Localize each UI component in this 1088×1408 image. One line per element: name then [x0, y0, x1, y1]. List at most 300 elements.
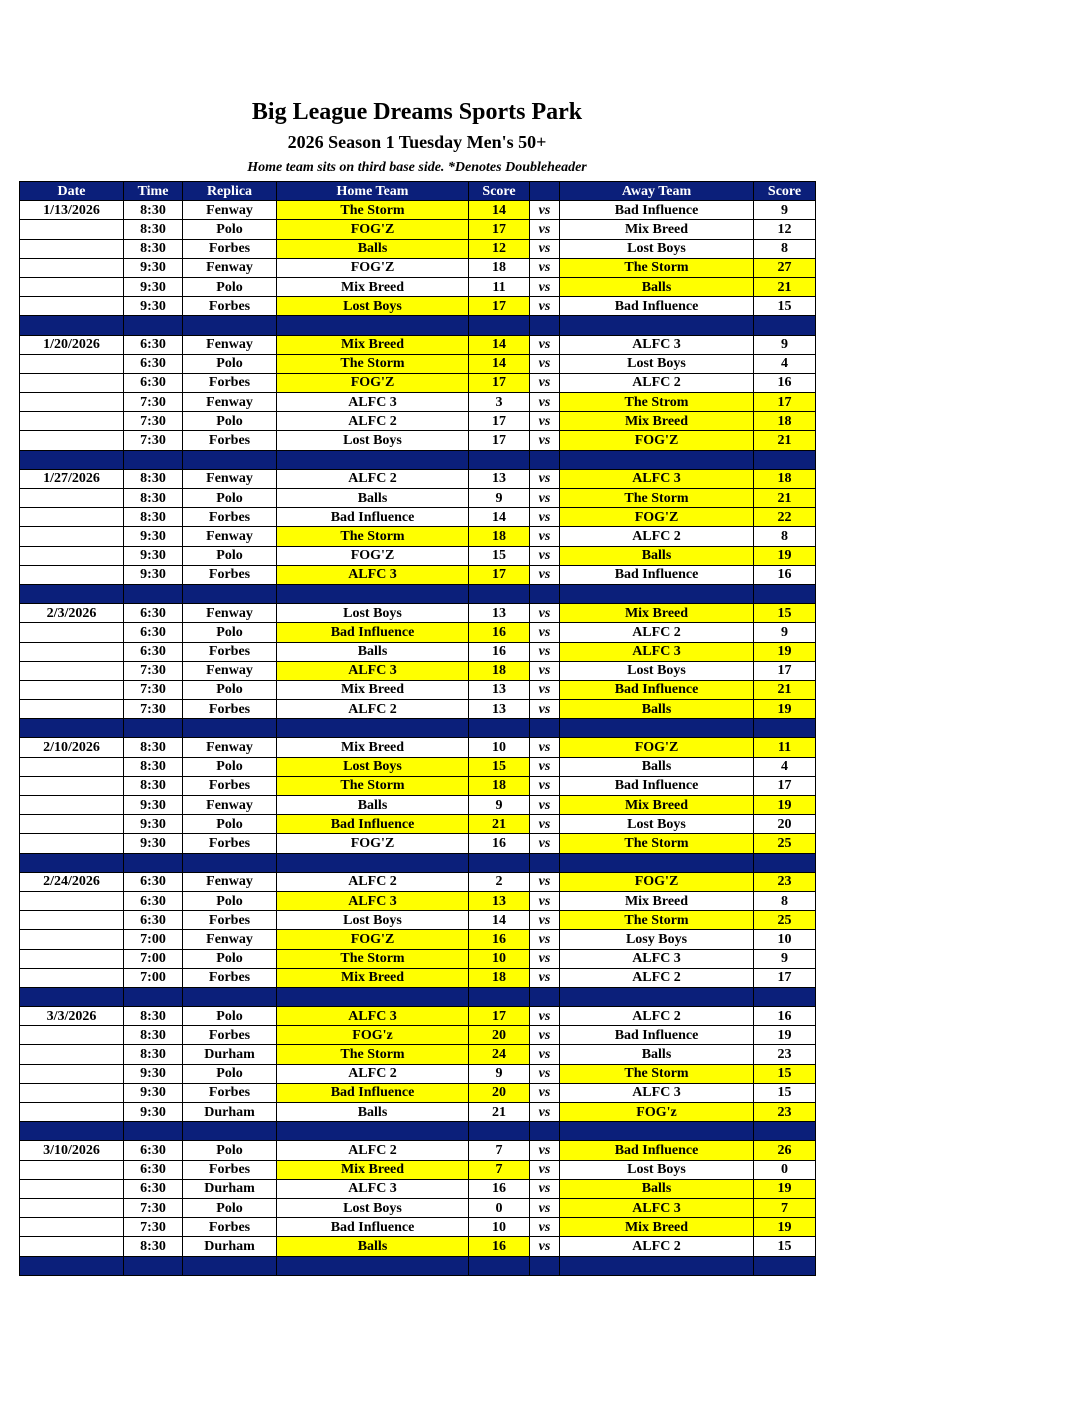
away-team: FOG'z	[560, 1103, 754, 1122]
game-field: Fenway	[183, 796, 277, 815]
away-score: 21	[754, 431, 816, 450]
game-time: 6:30	[124, 354, 183, 373]
away-score: 9	[754, 201, 816, 220]
home-team: FOG'Z	[277, 258, 469, 277]
home-team: ALFC 3	[277, 565, 469, 584]
home-team: Lost Boys	[277, 757, 469, 776]
away-score: 25	[754, 911, 816, 930]
away-team: Balls	[560, 757, 754, 776]
game-field: Polo	[183, 489, 277, 508]
game-time: 6:30	[124, 891, 183, 910]
away-score: 19	[754, 1026, 816, 1045]
vs-label: vs	[530, 431, 560, 450]
away-score: 19	[754, 642, 816, 661]
away-score: 4	[754, 354, 816, 373]
separator-cell	[124, 719, 183, 738]
home-score: 18	[469, 661, 530, 680]
separator-cell	[754, 1122, 816, 1141]
col-header-away-team: Away Team	[560, 182, 754, 201]
home-team: ALFC 3	[277, 1007, 469, 1026]
table-row	[20, 393, 816, 412]
game-field: Polo	[183, 891, 277, 910]
vs-label: vs	[530, 1179, 560, 1198]
game-time: 6:30	[124, 872, 183, 891]
table-row	[20, 1237, 816, 1256]
separator-cell	[277, 1256, 469, 1275]
col-header-home-score: Score	[469, 182, 530, 201]
vs-label: vs	[530, 354, 560, 373]
home-team: ALFC 2	[277, 469, 469, 488]
away-score: 15	[754, 1083, 816, 1102]
away-team: Mix Breed	[560, 220, 754, 239]
home-team: Mix Breed	[277, 680, 469, 699]
game-date	[20, 393, 124, 412]
vs-label: vs	[530, 872, 560, 891]
game-date	[20, 1198, 124, 1217]
game-time: 6:30	[124, 623, 183, 642]
home-score: 0	[469, 1198, 530, 1217]
game-date: 2/3/2026	[20, 604, 124, 623]
week-separator-row	[20, 1122, 816, 1141]
game-date	[20, 930, 124, 949]
away-score: 19	[754, 796, 816, 815]
away-team: The Storm	[560, 1064, 754, 1083]
home-team: FOG'Z	[277, 373, 469, 392]
table-row	[20, 1045, 816, 1064]
table-row	[20, 469, 816, 488]
table-row	[20, 201, 816, 220]
table-row	[20, 412, 816, 431]
away-team: ALFC 2	[560, 1007, 754, 1026]
away-team: Lost Boys	[560, 661, 754, 680]
game-date	[20, 1160, 124, 1179]
vs-label: vs	[530, 680, 560, 699]
vs-label: vs	[530, 796, 560, 815]
home-team: Bad Influence	[277, 1218, 469, 1237]
game-time: 6:30	[124, 911, 183, 930]
separator-cell	[530, 584, 560, 603]
home-score: 10	[469, 949, 530, 968]
game-date	[20, 700, 124, 719]
game-date	[20, 1045, 124, 1064]
table-header-row	[20, 182, 816, 201]
home-team: Balls	[277, 489, 469, 508]
game-time: 8:30	[124, 201, 183, 220]
separator-cell	[754, 584, 816, 603]
col-header-date: Date	[20, 182, 124, 201]
table-row	[20, 661, 816, 680]
separator-cell	[124, 1122, 183, 1141]
away-score: 17	[754, 661, 816, 680]
separator-cell	[530, 853, 560, 872]
away-score: 15	[754, 604, 816, 623]
separator-cell	[183, 316, 277, 335]
table-row	[20, 220, 816, 239]
home-score: 13	[469, 604, 530, 623]
game-field: Fenway	[183, 258, 277, 277]
week-separator-row	[20, 316, 816, 335]
table-row	[20, 239, 816, 258]
page-title: Big League Dreams Sports Park	[251, 99, 583, 125]
game-date	[20, 911, 124, 930]
away-score: 11	[754, 738, 816, 757]
home-score: 18	[469, 258, 530, 277]
game-time: 9:30	[124, 815, 183, 834]
game-time: 6:30	[124, 1141, 183, 1160]
away-team: ALFC 3	[560, 335, 754, 354]
vs-label: vs	[530, 738, 560, 757]
game-date	[20, 489, 124, 508]
game-date	[20, 239, 124, 258]
vs-label: vs	[530, 911, 560, 930]
vs-label: vs	[530, 661, 560, 680]
game-time: 9:30	[124, 277, 183, 296]
away-team: ALFC 3	[560, 1198, 754, 1217]
home-team: Bad Influence	[277, 508, 469, 527]
away-score: 8	[754, 239, 816, 258]
col-header-vs	[530, 182, 560, 201]
home-score: 12	[469, 239, 530, 258]
away-team: Balls	[560, 700, 754, 719]
home-score: 2	[469, 872, 530, 891]
game-time: 9:30	[124, 1064, 183, 1083]
vs-label: vs	[530, 968, 560, 987]
vs-label: vs	[530, 201, 560, 220]
game-date	[20, 546, 124, 565]
separator-cell	[530, 1122, 560, 1141]
vs-label: vs	[530, 489, 560, 508]
vs-label: vs	[530, 1160, 560, 1179]
away-score: 12	[754, 220, 816, 239]
game-date	[20, 1218, 124, 1237]
home-score: 9	[469, 1064, 530, 1083]
game-time: 8:30	[124, 508, 183, 527]
home-team: FOG'z	[277, 1026, 469, 1045]
game-field: Forbes	[183, 1160, 277, 1179]
home-team: Bad Influence	[277, 815, 469, 834]
separator-cell	[530, 987, 560, 1006]
game-date	[20, 815, 124, 834]
game-date: 2/24/2026	[20, 872, 124, 891]
game-time: 9:30	[124, 1083, 183, 1102]
away-score: 0	[754, 1160, 816, 1179]
separator-cell	[530, 719, 560, 738]
away-team: Bad Influence	[560, 565, 754, 584]
separator-cell	[560, 719, 754, 738]
vs-label: vs	[530, 220, 560, 239]
vs-label: vs	[530, 373, 560, 392]
week-separator-row	[20, 450, 816, 469]
table-row	[20, 949, 816, 968]
col-header-replica: Replica	[183, 182, 277, 201]
table-row	[20, 335, 816, 354]
game-field: Forbes	[183, 239, 277, 258]
game-time: 8:30	[124, 738, 183, 757]
game-field: Forbes	[183, 642, 277, 661]
away-team: The Storm	[560, 258, 754, 277]
table-row	[20, 930, 816, 949]
home-team: Mix Breed	[277, 738, 469, 757]
game-field: Forbes	[183, 565, 277, 584]
separator-cell	[124, 584, 183, 603]
home-team: The Storm	[277, 1045, 469, 1064]
season-subtitle: 2026 Season 1 Tuesday Men's 50+	[287, 132, 547, 152]
game-field: Forbes	[183, 508, 277, 527]
game-date	[20, 796, 124, 815]
game-field: Polo	[183, 546, 277, 565]
table-row	[20, 757, 816, 776]
game-date	[20, 776, 124, 795]
separator-cell	[560, 1256, 754, 1275]
home-score: 14	[469, 201, 530, 220]
table-row	[20, 565, 816, 584]
table-row	[20, 700, 816, 719]
home-score: 11	[469, 277, 530, 296]
game-field: Polo	[183, 1141, 277, 1160]
game-date	[20, 527, 124, 546]
separator-cell	[469, 1122, 530, 1141]
vs-label: vs	[530, 949, 560, 968]
away-team: Lost Boys	[560, 1160, 754, 1179]
away-team: FOG'Z	[560, 872, 754, 891]
game-field: Fenway	[183, 393, 277, 412]
separator-cell	[20, 316, 124, 335]
home-score: 9	[469, 489, 530, 508]
table-row	[20, 834, 816, 853]
game-field: Durham	[183, 1237, 277, 1256]
game-time: 6:30	[124, 642, 183, 661]
home-team: The Storm	[277, 201, 469, 220]
table-row	[20, 354, 816, 373]
vs-label: vs	[530, 277, 560, 296]
home-score: 14	[469, 911, 530, 930]
away-team: Losy Boys	[560, 930, 754, 949]
away-score: 17	[754, 393, 816, 412]
separator-cell	[754, 853, 816, 872]
away-score: 22	[754, 508, 816, 527]
vs-label: vs	[530, 239, 560, 258]
away-team: Balls	[560, 1179, 754, 1198]
separator-cell	[754, 450, 816, 469]
game-time: 9:30	[124, 834, 183, 853]
home-team: Balls	[277, 239, 469, 258]
home-score: 18	[469, 527, 530, 546]
away-team: Bad Influence	[560, 776, 754, 795]
home-score: 14	[469, 508, 530, 527]
game-time: 8:30	[124, 1237, 183, 1256]
home-team: Lost Boys	[277, 431, 469, 450]
separator-cell	[469, 584, 530, 603]
home-team: ALFC 3	[277, 1179, 469, 1198]
game-date: 1/27/2026	[20, 469, 124, 488]
game-date	[20, 412, 124, 431]
home-team: Lost Boys	[277, 1198, 469, 1217]
game-field: Fenway	[183, 930, 277, 949]
table-row	[20, 431, 816, 450]
week-separator-row	[20, 719, 816, 738]
game-date	[20, 642, 124, 661]
schedule-note: Home team sits on third base side. *Denotes Doubleheader	[247, 160, 587, 175]
game-date	[20, 680, 124, 699]
home-score: 7	[469, 1160, 530, 1179]
home-team: FOG'Z	[277, 220, 469, 239]
game-field: Fenway	[183, 738, 277, 757]
separator-cell	[277, 1122, 469, 1141]
game-date	[20, 354, 124, 373]
table-row	[20, 968, 816, 987]
separator-cell	[469, 1256, 530, 1275]
away-team: ALFC 3	[560, 1083, 754, 1102]
away-team: The Storm	[560, 911, 754, 930]
game-date	[20, 373, 124, 392]
separator-cell	[469, 719, 530, 738]
home-score: 3	[469, 393, 530, 412]
away-team: Balls	[560, 277, 754, 296]
separator-cell	[277, 987, 469, 1006]
away-score: 17	[754, 968, 816, 987]
game-field: Polo	[183, 277, 277, 296]
separator-cell	[560, 853, 754, 872]
table-row	[20, 642, 816, 661]
game-date	[20, 949, 124, 968]
home-score: 15	[469, 546, 530, 565]
table-row	[20, 872, 816, 891]
separator-cell	[124, 853, 183, 872]
vs-label: vs	[530, 1045, 560, 1064]
away-team: Bad Influence	[560, 1141, 754, 1160]
game-field: Polo	[183, 1007, 277, 1026]
game-time: 8:30	[124, 239, 183, 258]
game-field: Fenway	[183, 469, 277, 488]
vs-label: vs	[530, 258, 560, 277]
away-team: ALFC 3	[560, 469, 754, 488]
game-time: 7:30	[124, 680, 183, 699]
home-score: 17	[469, 412, 530, 431]
game-field: Forbes	[183, 776, 277, 795]
away-score: 19	[754, 700, 816, 719]
game-field: Polo	[183, 949, 277, 968]
away-team: Bad Influence	[560, 297, 754, 316]
separator-cell	[20, 853, 124, 872]
separator-cell	[277, 719, 469, 738]
vs-label: vs	[530, 604, 560, 623]
game-field: Forbes	[183, 834, 277, 853]
table-row	[20, 1179, 816, 1198]
away-score: 9	[754, 623, 816, 642]
game-field: Durham	[183, 1045, 277, 1064]
week-separator-row	[20, 853, 816, 872]
away-score: 18	[754, 469, 816, 488]
schedule-table	[19, 181, 816, 1276]
home-score: 17	[469, 220, 530, 239]
vs-label: vs	[530, 623, 560, 642]
away-score: 18	[754, 412, 816, 431]
home-score: 17	[469, 373, 530, 392]
game-date	[20, 1064, 124, 1083]
separator-cell	[469, 853, 530, 872]
home-score: 20	[469, 1026, 530, 1045]
home-score: 14	[469, 354, 530, 373]
home-team: Lost Boys	[277, 604, 469, 623]
vs-label: vs	[530, 335, 560, 354]
home-team: ALFC 2	[277, 872, 469, 891]
vs-label: vs	[530, 1141, 560, 1160]
game-time: 8:30	[124, 757, 183, 776]
vs-label: vs	[530, 1103, 560, 1122]
away-team: ALFC 3	[560, 642, 754, 661]
schedule-body	[20, 201, 816, 1276]
separator-cell	[183, 450, 277, 469]
game-time: 9:30	[124, 546, 183, 565]
away-team: ALFC 2	[560, 373, 754, 392]
away-team: Mix Breed	[560, 604, 754, 623]
home-score: 9	[469, 796, 530, 815]
away-team: FOG'Z	[560, 431, 754, 450]
game-time: 9:30	[124, 565, 183, 584]
table-row	[20, 1218, 816, 1237]
separator-cell	[124, 987, 183, 1006]
separator-cell	[20, 1256, 124, 1275]
separator-cell	[560, 1122, 754, 1141]
game-date	[20, 277, 124, 296]
vs-label: vs	[530, 891, 560, 910]
game-time: 7:30	[124, 412, 183, 431]
game-time: 8:30	[124, 220, 183, 239]
game-date: 1/20/2026	[20, 335, 124, 354]
separator-cell	[277, 584, 469, 603]
col-header-away-score: Score	[754, 182, 816, 201]
home-team: Mix Breed	[277, 335, 469, 354]
away-team: ALFC 2	[560, 623, 754, 642]
table-row	[20, 1198, 816, 1217]
away-score: 10	[754, 930, 816, 949]
home-team: Balls	[277, 1103, 469, 1122]
separator-cell	[469, 316, 530, 335]
away-team: Lost Boys	[560, 239, 754, 258]
game-field: Fenway	[183, 527, 277, 546]
table-row	[20, 911, 816, 930]
table-row	[20, 776, 816, 795]
game-field: Durham	[183, 1103, 277, 1122]
game-time: 8:30	[124, 1026, 183, 1045]
table-row	[20, 891, 816, 910]
home-team: Balls	[277, 642, 469, 661]
table-row	[20, 297, 816, 316]
game-field: Forbes	[183, 700, 277, 719]
home-team: Balls	[277, 796, 469, 815]
game-date	[20, 757, 124, 776]
home-team: Lost Boys	[277, 297, 469, 316]
vs-label: vs	[530, 1026, 560, 1045]
away-score: 21	[754, 489, 816, 508]
separator-cell	[124, 316, 183, 335]
game-time: 8:30	[124, 1007, 183, 1026]
game-time: 7:30	[124, 431, 183, 450]
home-score: 17	[469, 297, 530, 316]
away-team: ALFC 2	[560, 968, 754, 987]
away-score: 16	[754, 1007, 816, 1026]
home-score: 17	[469, 431, 530, 450]
home-score: 10	[469, 738, 530, 757]
game-date	[20, 834, 124, 853]
game-field: Fenway	[183, 872, 277, 891]
table-row	[20, 373, 816, 392]
game-time: 7:30	[124, 661, 183, 680]
home-team: ALFC 2	[277, 1064, 469, 1083]
vs-label: vs	[530, 1064, 560, 1083]
separator-cell	[530, 1256, 560, 1275]
vs-label: vs	[530, 1007, 560, 1026]
